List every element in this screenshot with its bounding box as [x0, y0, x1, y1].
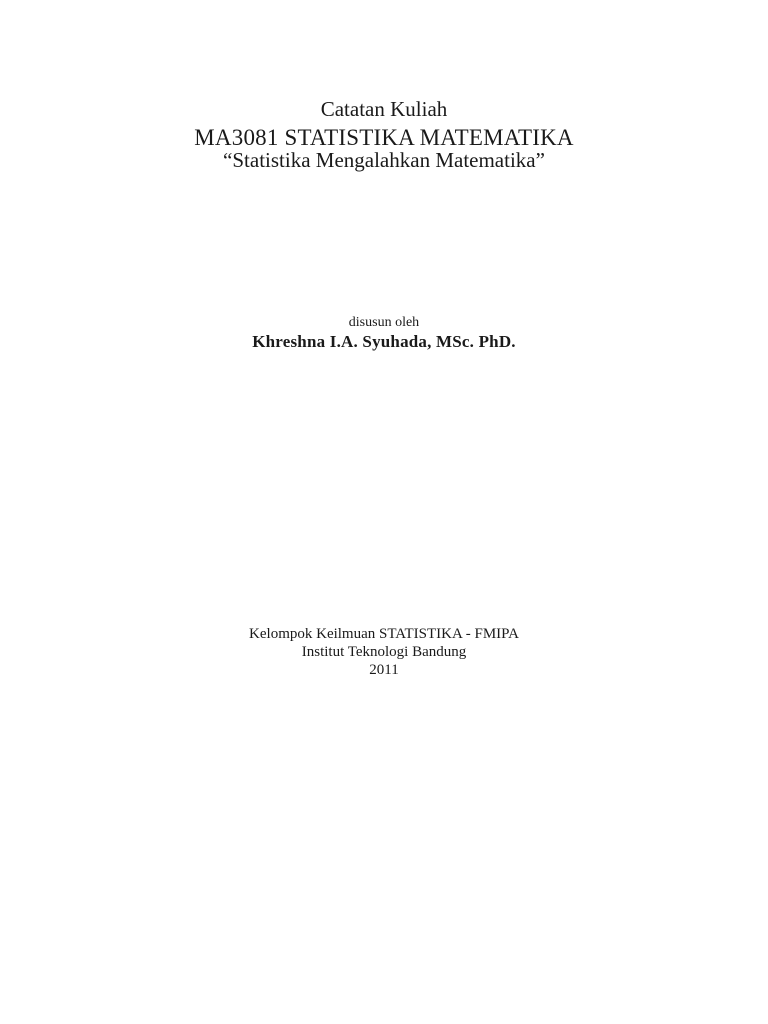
institution-name: Institut Teknologi Bandung	[301, 644, 467, 660]
author-name: Khreshna I.A. Syuhada, MSc. PhD.	[252, 332, 516, 351]
course-type-heading: Catatan Kuliah	[320, 97, 448, 121]
compiled-by-label: disusun oleh	[348, 315, 420, 330]
course-title: MA3081 STATISTIKA MATEMATIKA	[194, 125, 574, 150]
research-group: Kelompok Keilmuan STATISTIKA - FMIPA	[249, 626, 519, 642]
publication-year: 2011	[369, 662, 399, 678]
course-subtitle: “Statistika Mengalahkan Matematika”	[223, 148, 545, 172]
